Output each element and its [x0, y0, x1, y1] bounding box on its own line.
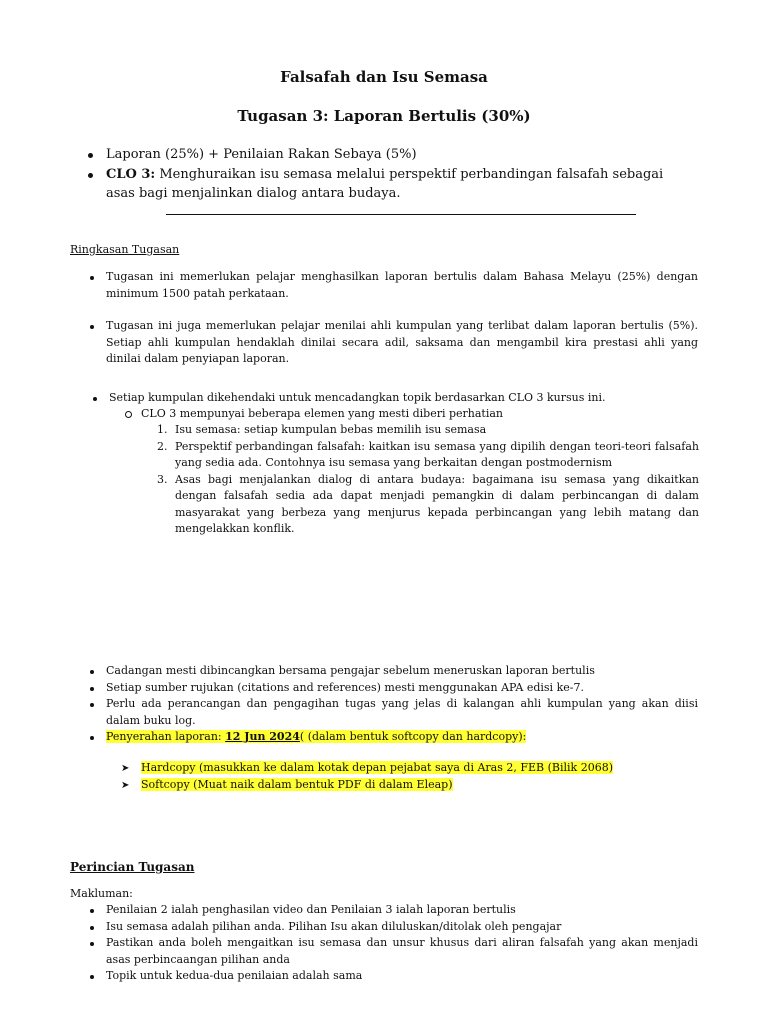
ringkasan-p2: Tugasan ini juga memerlukan pelajar menilai ahli kumpulan yang terlibat dalam laporan bertulis (5%). Setiap ahli kumpulan hendaklah dinilai secara adil, saksama dan mengambil kira prestasi ahli yang dinilai dalam penyiapan laporan.: [106, 318, 698, 368]
perincian-item: Penilaian 2 ialah penghasilan video dan Penilaian 3 ialah laporan bertulis: [106, 902, 698, 919]
perincian-item: Isu semasa adalah pilihan anda. Pilihan Isu akan diluluskan/ditolak oleh pengajar: [106, 919, 698, 936]
note-2: Setiap sumber rujukan (citations and references) mesti menggunakan APA edisi ke-7.: [106, 680, 698, 697]
perincian-heading: Perincian Tugasan: [70, 860, 195, 874]
perincian-list: [106, 902, 698, 985]
clo-label: CLO 3:: [106, 167, 156, 182]
ringkasan-p1-list: [106, 269, 698, 302]
clo-element-2: 2. Perspektif perbandingan falsafah: kaitkan isu semasa yang dipilih dengan teori-teori falsafah yang sedia ada. Contohnya isu semasa yang berkaitan dengan postmodernism: [157, 439, 699, 469]
perincian-item: Topik untuk kedua-dua penilaian adalah sama: [106, 968, 698, 985]
assignment-title: Tugasan 3: Laporan Bertulis (30%): [237, 107, 531, 125]
clo-element-3: 3. Asas bagi menjalankan dialog di antara budaya: bagaimana isu semasa yang dikaitkan dengan falsafah sedia ada dapat menjadi pemangkin di dalam perbincangan di dalam masyarakat yang berbeza yang menjurus kepada perbincangan yang lebih matang dan mengelakkan konflik.: [157, 472, 699, 535]
clo-elements-list: [157, 422, 699, 538]
submission-date: 12 Jun 2024: [225, 730, 300, 743]
clo-element-1: 1. Isu semasa: setiap kumpulan bebas memilih isu semasa: [157, 423, 487, 436]
makluman-label: Makluman:: [70, 887, 133, 900]
clo-sub-item: CLO 3 mempunyai beberapa elemen yang mesti diberi perhatian: [141, 406, 701, 423]
ringkasan-p2-list: [106, 318, 698, 368]
submission-options: [121, 760, 701, 793]
arrow-bullet-icon: ➤: [121, 763, 130, 774]
arrow-bullet-icon: ➤: [121, 779, 130, 791]
clo-text: Menghuraikan isu semasa melalui perspektif perbandingan falsafah sebagai asas bagi menjalinkan dialog antara budaya.: [106, 167, 664, 201]
clo-bullet: [106, 165, 672, 203]
notes-list: [106, 663, 698, 746]
divider-line: [166, 214, 636, 215]
hardcopy-option: ➤ Hardcopy (masukkan ke dalam kotak depan pejabat saya di Aras 2, FEB (Bilik 2068): [141, 760, 701, 777]
note-3: Perlu ada perancangan dan pengagihan tugas yang jelas di kalangan ahli kumpulan yang akan diisi dalam buku log.: [106, 696, 698, 729]
ringkasan-heading: Ringkasan Tugasan: [70, 243, 180, 256]
perincian-item: Pastikan anda boleh mengaitkan isu semasa dan unsur khusus dari aliran falsafah yang akan menjadi asas perbincaangan pilihan anda: [106, 935, 698, 968]
ringkasan-p3-list: [109, 390, 699, 407]
submission-note: Penyerahan laporan: 12 Jun 2024( (dalam bentuk softcopy dan hardcopy):: [106, 729, 698, 746]
ringkasan-p1: Tugasan ini memerlukan pelajar menghasilkan laporan bertulis dalam Bahasa Melayu (25%) dengan minimum 1500 patah perkataan.: [106, 269, 698, 302]
ringkasan-p3: Setiap kumpulan dikehendaki untuk mencadangkan topik berdasarkan CLO 3 kursus ini.: [109, 390, 699, 407]
note-1: Cadangan mesti dibincangkan bersama pengajar sebelum meneruskan laporan bertulis: [106, 663, 698, 680]
summary-bullet-list: [106, 145, 672, 203]
softcopy-option: ➤ Softcopy (Muat naik dalam bentuk PDF di dalam Eleap): [141, 777, 701, 794]
weighting-bullet: Laporan (25%) + Penilaian Rakan Sebaya (5%): [106, 145, 672, 164]
course-title: Falsafah dan Isu Semasa: [280, 68, 488, 86]
